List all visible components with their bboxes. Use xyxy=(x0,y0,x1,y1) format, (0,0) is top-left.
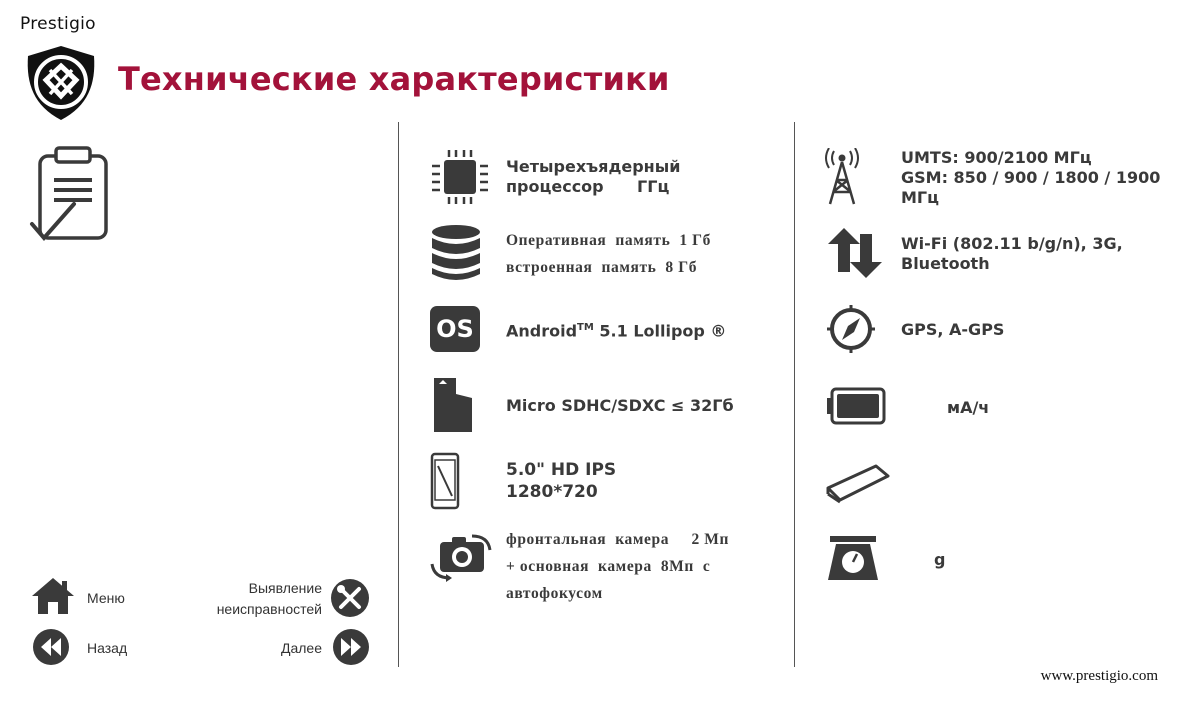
display-spec-line2: 1280*720 xyxy=(506,482,598,502)
brand-name: Prestigio xyxy=(20,14,96,34)
camera-spec-line1: фронтальная камера 2 Мп xyxy=(506,531,730,548)
display-spec-line1: 5.0" HD IPS xyxy=(506,460,617,480)
cpu-spec xyxy=(506,157,680,197)
network-spec xyxy=(901,148,1160,208)
page-title: Технические характеристики xyxy=(118,60,670,98)
wireless-spec xyxy=(901,234,1123,274)
rewind-icon xyxy=(32,628,70,666)
battery-spec: мА/ч xyxy=(947,398,990,417)
microsd-card-icon xyxy=(430,376,474,434)
wireless-arrows-icon xyxy=(826,226,884,280)
troubleshoot-button[interactable] xyxy=(208,576,374,620)
menu-label: Меню xyxy=(87,590,125,606)
os-spec xyxy=(506,318,726,341)
divider-left xyxy=(398,122,399,667)
weight-spec: g xyxy=(934,550,946,569)
network-spec-line3: МГц xyxy=(901,188,939,207)
troubleshoot-label xyxy=(217,578,322,620)
camera-spec xyxy=(506,526,729,607)
back-label: Назад xyxy=(87,640,128,656)
checklist-clipboard-icon xyxy=(28,144,112,244)
cpu-spec-line1: Четырехъядерный xyxy=(506,157,681,176)
divider-right xyxy=(794,122,795,667)
camera-spec-line3: автофокусом xyxy=(506,585,603,602)
cpu-chip-icon xyxy=(428,148,492,208)
wireless-spec-line2: Bluetooth xyxy=(901,254,990,273)
device-thickness-icon xyxy=(826,462,890,504)
camera-switch-icon xyxy=(428,532,494,582)
cell-tower-icon xyxy=(822,148,862,206)
phone-screen-icon xyxy=(430,452,460,510)
compass-icon xyxy=(826,304,876,354)
os-version: 5.1 Lollipop ® xyxy=(593,321,727,341)
battery-icon xyxy=(826,386,886,426)
gps-spec: GPS, A-GPS xyxy=(901,320,1005,339)
memory-spec xyxy=(506,227,711,281)
menu-button[interactable] xyxy=(30,576,150,618)
network-spec-line1: UMTS: 900/2100 МГц xyxy=(901,148,1092,167)
os-name: Android xyxy=(506,321,578,341)
fast-forward-icon xyxy=(332,628,370,666)
memory-spec-line1: Оперативная память 1 Гб xyxy=(506,232,711,249)
home-icon xyxy=(30,576,76,616)
os-icon: OS xyxy=(430,306,480,352)
display-spec xyxy=(506,459,616,503)
microsd-spec: Micro SDHC/SDXC ≤ 32Гб xyxy=(506,396,734,415)
website-link[interactable]: www.prestigio.com xyxy=(1040,668,1158,684)
trademark: TM xyxy=(577,322,594,333)
network-spec-line2: GSM: 850 / 900 / 1800 / 1900 xyxy=(901,168,1161,187)
memory-spec-line2: встроенная память 8 Гб xyxy=(506,259,698,276)
troubleshoot-label-line2: неисправностей xyxy=(216,601,322,617)
wireless-spec-line1: Wi-Fi (802.11 b/g/n), 3G, xyxy=(901,234,1123,253)
cpu-spec-line2: процессор ГГц xyxy=(506,177,670,196)
prestigio-logo-icon xyxy=(22,44,100,122)
tools-icon xyxy=(330,578,370,618)
next-button[interactable] xyxy=(270,628,374,668)
database-memory-icon xyxy=(430,224,482,282)
next-label: Далее xyxy=(280,640,322,656)
weight-scale-icon xyxy=(826,534,880,582)
camera-spec-line2: + основная камера 8Мп с xyxy=(506,558,711,575)
back-button[interactable] xyxy=(30,628,150,668)
troubleshoot-label-line1: Выявление xyxy=(248,580,322,596)
